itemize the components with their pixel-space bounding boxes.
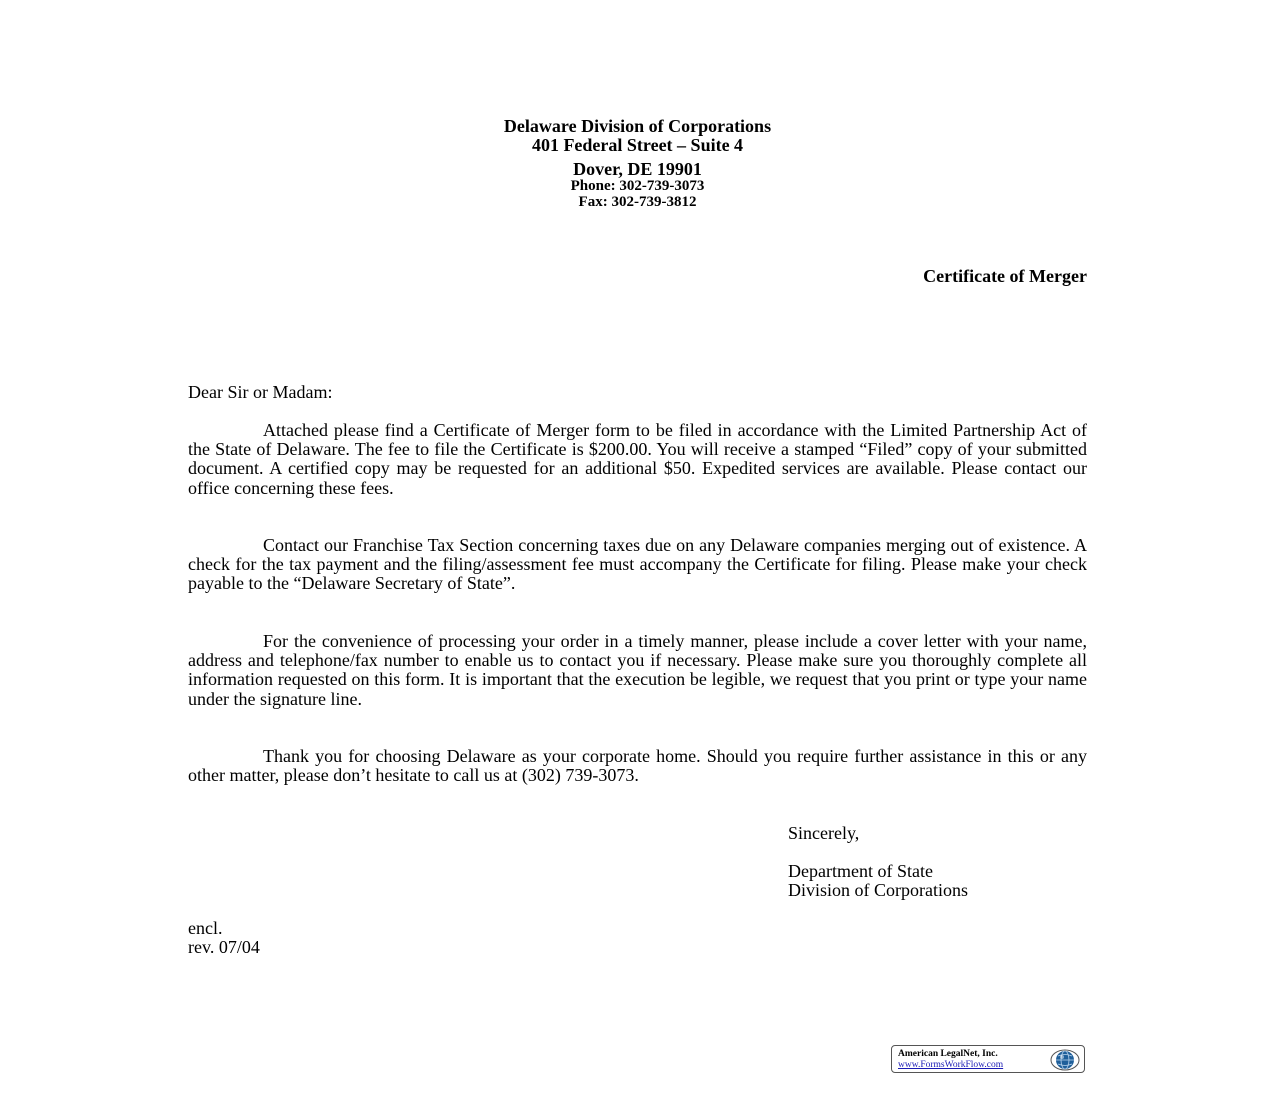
org-name: Delaware Division of Corporations [503,116,772,136]
street-address: 401 Federal Street – Suite 4 [531,135,744,155]
revision-note: rev. 07/04 [188,937,260,957]
closing-division: Division of Corporations [788,880,968,900]
enclosure-note: encl. [188,918,223,938]
paragraph-processing [188,632,1087,709]
paragraph-franchise-tax [188,536,1087,594]
city-state-zip: Dover, DE 19901 [573,159,702,179]
paragraph-text: Thank you for choosing Delaware as your corporate home. Should you require further assistance in this or any other matter, please don’t hesitate to call us at (302) 739-3073. [188,746,1087,786]
paragraph-text: For the convenience of processing your order in a timely manner, please include a cover letter with your name, address and telephone/fax number to enable us to contact you if necessary. Please make sure you thoroughly complete all information requested on this form. It is important that the execution be legible, we request that you print or type your name under the signature line. [188,631,1087,709]
paragraph-text: Attached please find a Certificate of Merger form to be filed in accordance with the Limited Partnership Act of the State of Delaware. The fee to file the Certificate is $200.00. You will receive a stamped “Filed” copy of your submitted document. A certified copy may be requested for an additional $50. Expedited services are available. Please contact our office concerning these fees. [188,420,1087,498]
american-legalnet-logo [891,1045,1085,1073]
phone-number: Phone: 302-739-3073 [570,178,705,194]
logo-company-name: American LegalNet, Inc. [898,1049,998,1059]
document-title: Certificate of Merger [923,266,1087,286]
salutation: Dear Sir or Madam: [188,382,333,402]
globe-icon [1047,1048,1081,1072]
logo-website-link[interactable]: www.FormsWorkFlow.com [898,1060,1004,1070]
paragraph-thank-you [188,747,1087,785]
closing-department: Department of State [788,861,933,881]
closing-sincerely: Sincerely, [788,823,860,843]
fax-number: Fax: 302-739-3812 [578,194,697,210]
paragraph-fees [188,421,1087,498]
paragraph-text: Contact our Franchise Tax Section concerning taxes due on any Delaware companies merging out of existence. A check for the tax payment and the filing/assessment fee must accompany the Certificate for filing. Please make your check payable to the “Delaware Secretary of State”. [188,535,1087,594]
